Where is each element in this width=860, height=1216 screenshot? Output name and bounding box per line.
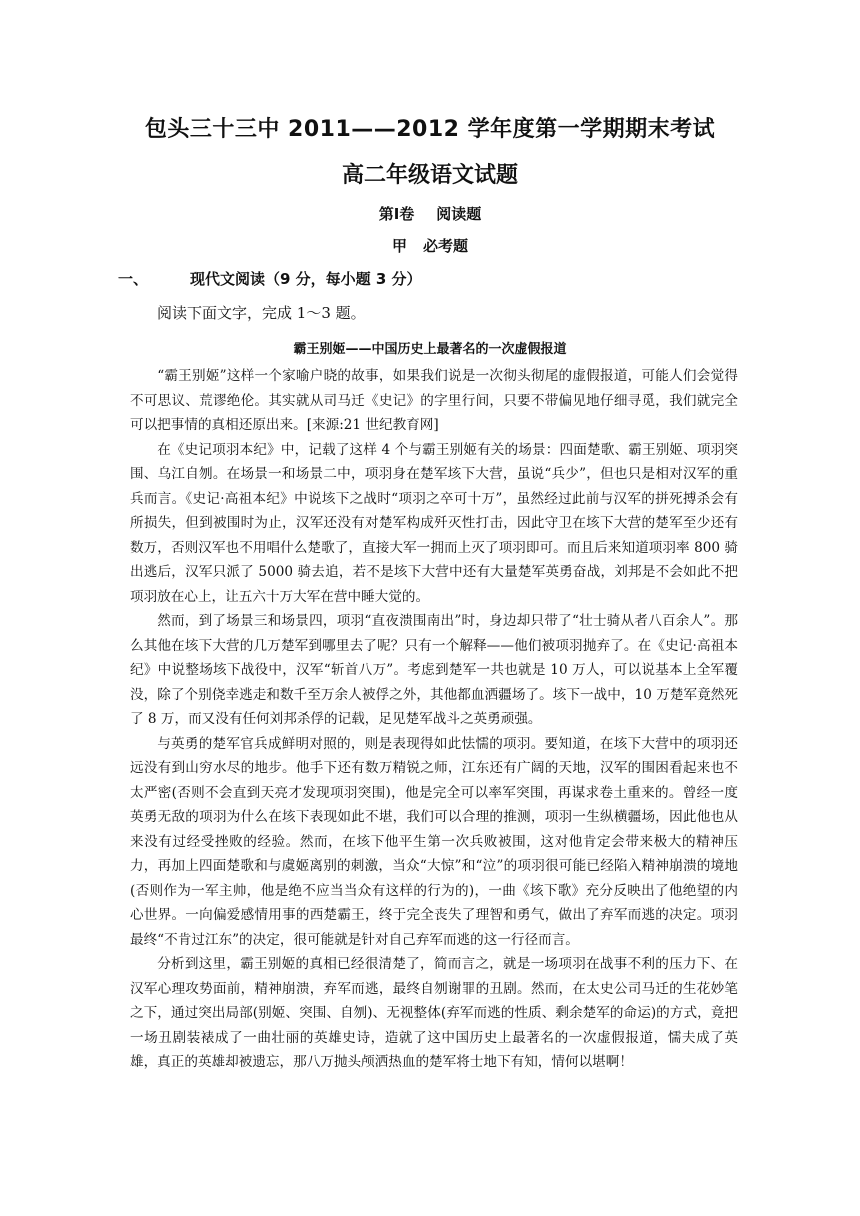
exam-subtitle: 高二年级语文试题 bbox=[341, 163, 518, 188]
reading-instruction: 阅读下面文字，完成 1～3 题。 bbox=[157, 304, 366, 322]
article-paragraph: 然而，到了场景三和场景四，项羽“直夜溃围南出”时，身边却只带了“壮士骑从者八百余人”。那么其他在垓下大营的几万楚军到哪里去了呢？只有一个解释——他们被项羽抛弃了。在《史记·高祖本纪》中说整场垓下战役中，汉军“斩首八万”。考虑到楚军一共也就是 10 万人，可以说基本上全军覆没，除了个别侥幸逃走和数千至万余人被俘之外，其他都血洒疆场了。垓下一战中，10 万楚军竟然死了 8 万，而又没有任何刘邦杀俘的记载，足见楚军战斗之英勇顽强。 bbox=[130, 613, 738, 727]
article-body bbox=[130, 364, 738, 1075]
section-heading bbox=[118, 268, 422, 289]
article-title: 霸王别姬——中国历史上最著名的一次虚假报道 bbox=[293, 342, 567, 357]
article-paragraph: 与英勇的楚军官兵成鲜明对照的，则是表现得如此怯懦的项羽。要知道，在垓下大营中的项羽还远没有到山穷水尽的地步。他手下还有数万精锐之师，江东还有广阔的天地，汉军的围困看起来也不太严密(否则不会直到天亮才发现项羽突围)，他是完全可以率军突围，再谋求卷土重来的。曾经一度英勇无敌的项羽为什么在垓下表现如此不堪，我们可以合理的推测，项羽一生纵横疆场，因此他也从来没有过经受挫败的经验。然而，在垓下他平生第一次兵败被围，这对他肯定会带来极大的精神压力，再加上四面楚歌和与虞姬离别的刺激，当众“大惊”和“泣”的项羽很可能已经陷入精神崩溃的境地(否则作为一军主帅，他是绝不应当当众有这样的行为的)，一曲《垓下歌》充分反映出了他绝望的内心世界。一向偏爱感情用事的西楚霸王，终于完全丧失了理智和勇气，做出了弃军而逃的决定。项羽最终“不肯过江东”的决定，很可能就是针对自己弃军而逃的这一行径而言。 bbox=[130, 735, 738, 948]
article-paragraph: 分析到这里，霸王别姬的真相已经很清楚了，简而言之，就是一场项羽在战事不利的压力下、在汉军心理攻势面前，精神崩溃，弃军而逃，最终自刎谢罪的丑剧。然而，在太史公司马迁的生花妙笔之下，通过突出局部(别姬、突围、自刎)、无视整体(弃军而逃的性质、剩余楚军的命运)的方式，竟把一场丑剧装裱成了一曲壮丽的英雄史诗，造就了这中国历史上最著名的一次虚假报道，懦夫成了英雄，真正的英雄却被遗忘，那八万抛头颅洒热血的楚军将士地下有知，情何以堪啊！ bbox=[130, 956, 738, 1070]
volume-number: 第Ⅰ卷 bbox=[378, 205, 415, 223]
article-paragraph: 在《史记项羽本纪》中，记载了这样 4 个与霸王别姬有关的场景：四面楚歌、霸王别姬、项羽突围、乌江自刎。在场景一和场景二中，项羽身在楚军垓下大营，虽说“兵少”，但也只是相对汉军的重兵而言。《史记·高祖本纪》中说垓下之战时“项羽之卒可十万”，虽然经过此前与汉军的拼死搏杀会有所损失，但到被围时为止，汉军还没有对楚军构成歼灭性打击，因此守卫在垓下大营的楚军至少还有数万，否则汉军也不用唱什么楚歌了，直接大军一拥而上灭了项羽即可。而且后来知道项羽率 800 骑出逃后，汉军只派了 5000 骑去追，若不是垓下大营中还有大量楚军英勇奋战，刘邦是不会如此不把项羽放在心上，让五六十万大军在营中睡大觉的。 bbox=[130, 441, 738, 605]
part-heading bbox=[0, 235, 860, 256]
volume-heading bbox=[0, 203, 860, 224]
volume-name: 阅读题 bbox=[436, 205, 482, 223]
section-title: 现代文阅读（9 分，每小题 3 分） bbox=[190, 270, 422, 288]
article-paragraph: “霸王别姬”这样一个家喻户晓的故事，如果我们说是一次彻头彻尾的虚假报道，可能人们会觉得不可思议、荒谬绝伦。其实就从司马迁《史记》的字里行间，只要不带偏见地仔细寻觅，我们就完全可以把事情的真相还原出来。[来源:21 世纪教育网] bbox=[130, 368, 738, 433]
section-number: 一、 bbox=[118, 270, 149, 288]
part-name: 必考题 bbox=[423, 237, 469, 255]
exam-title: 包头三十三中 2011——2012 学年度第一学期期末考试 bbox=[144, 117, 716, 142]
part-label: 甲 bbox=[391, 237, 407, 255]
